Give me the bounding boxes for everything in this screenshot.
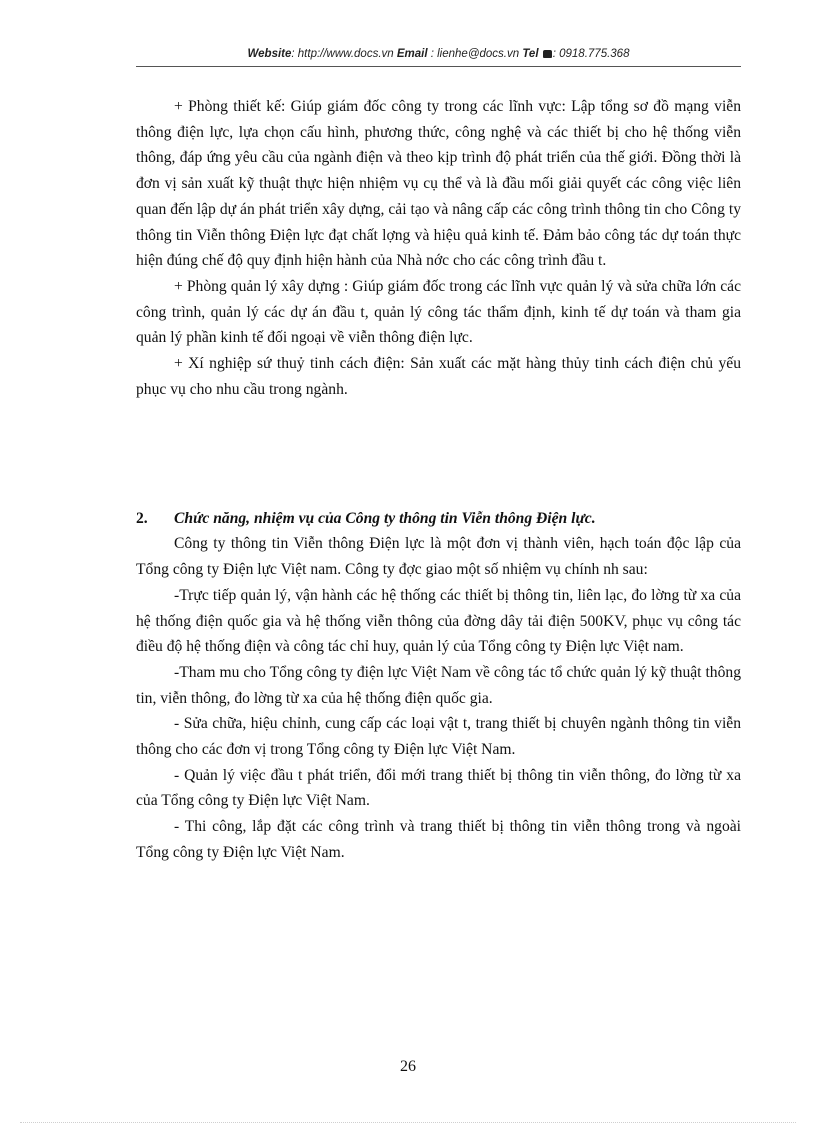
paragraph-task-4: - Quản lý việc đầu t phát triển, đổi mới trang thiết bị thông tin viễn thông, đo lờng từ xa của Tổng công ty Điện lực Việt Nam. [136,766,741,810]
document-body [136,94,741,866]
header-rule [136,66,741,67]
paragraph-intro: Công ty thông tin Viễn thông Điện lực là một đơn vị thành viên, hạch toán độc lập của Tổng công ty Điện lực Việt nam. Công ty đợc giao một số nhiệm vụ chính nh sau: [136,535,741,579]
section-heading [136,506,741,531]
tel-label: Tel [522,48,539,60]
spacer [136,402,741,506]
page-number: 26 [400,1058,416,1075]
section-title: Chức năng, nhiệm vụ của Công ty thông tin Viễn thông Điện lực. [174,510,596,528]
paragraph-task-2: -Tham mu cho Tổng công ty điện lực Việt Nam về công tác tổ chức quản lý kỹ thuật thông tin, viễn thông, đo lờng từ xa của hệ thống điện quốc gia. [136,663,741,707]
paragraph-construction-dept: + Phòng quản lý xây dựng : Giúp giám đốc trong các lĩnh vực quản lý và sửa chữa lớn các công trình, quản lý các dự án đầu t, quản lý công tác thẩm định, kinh tế dự toán và tham gia quản lý phần kinh tế đối ngoại về viễn thông điện lực. [136,277,741,347]
paragraph-glass-factory: + Xí nghiệp sứ thuỷ tinh cách điện: Sản xuất các mặt hàng thủy tinh cách điện chủ yếu phục vụ cho nhu cầu trong ngành. [136,355,741,398]
website-value: : http://www.docs.vn [291,48,397,60]
paragraph-design-dept: + Phòng thiết kế: Giúp giám đốc công ty trong các lĩnh vực: Lập tổng sơ đồ mạng viễn thông điện lực, lựa chọn cấu hình, phương thức, công nghệ và các thiết bị cho hệ thống viễn thông, đáp ứng yêu cầu của ngành điện và theo kịp trình độ phát triển của thế giới. Đồng thời là đơn vị sản xuất kỹ thuật thực hiện nhiệm vụ cụ thể và là đầu mối giải quyết các công việc liên quan đến lập dự án phát triển xây dựng, cải tạo và nâng cấp các công trình thông tin cho Công ty thông tin Viễn thông Điện lực đạt chất lợng và hiệu quả kinh tế. Đảm bảo công tác dự toán thực hiện đúng chế độ quy định hiện hành của Nhà nớc cho các công trình đầu t. [136,98,741,270]
paragraph-task-1: -Trực tiếp quản lý, vận hành các hệ thống các thiết bị thông tin, liên lạc, đo lờng từ xa của hệ thống điện quốc gia và hệ thống viễn thông của đờng dây tải điện 500KV, phục vụ công tác điều độ hệ thống điện và công tác chỉ huy, quản lý của Tổng công ty Điện lực Việt nam. [136,586,741,656]
page-header [136,48,741,60]
phone-icon [543,50,552,58]
email-value: : lienhe@docs.vn [427,48,523,60]
email-label: Email [396,48,428,60]
tel-value: : 0918.775.368 [552,48,630,60]
website-label: Website [247,48,292,60]
paragraph-task-5: - Thi công, lắp đặt các công trình và trang thiết bị thông tin viễn thông trong và ngoài Tổng công ty Điện lực Việt Nam. [136,818,741,861]
section-number: 2. [136,510,148,528]
paragraph-task-3: - Sửa chữa, hiệu chỉnh, cung cấp các loại vật t, trang thiết bị chuyên ngành thông tin viễn thông cho các đơn vị trong Tổng công ty Điện lực Việt Nam. [136,715,741,759]
